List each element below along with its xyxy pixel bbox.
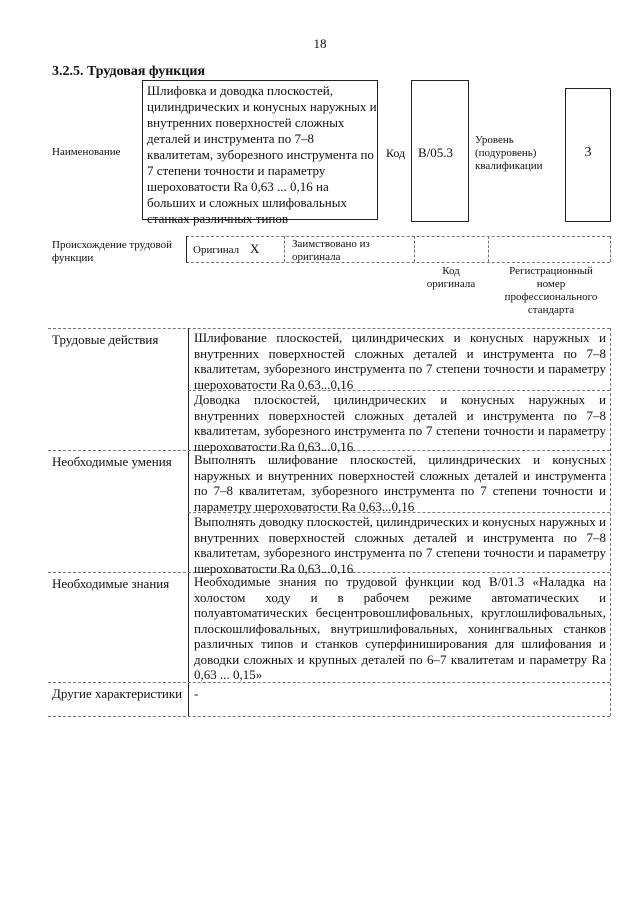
level-label: Уровень (подуровень) квалификации (475, 134, 543, 172)
code-value: B/05.3 (418, 145, 454, 160)
origin-label: Происхождение трудовой функции (52, 239, 173, 264)
other-characteristics: - (194, 686, 199, 701)
knowledge-1: Необходимые знания по трудовой функции код B/01.3 «Наладка на холостом ходу и в рабочем режиме автоматических и полуавтоматических бесцентровошлифовальных, круглошлифовальных, плоскошлифовальных, внутришлифовальных, хонингвальных станков различных типов и станков суперфиниширования для шлифования и доводки сложных и крупных деталей по 6–7 квалитетам и параметру Ra 0,63 ... 0,15» (194, 574, 606, 682)
row-label-skills: Необходимые умения (52, 454, 172, 469)
skill-2: Выполнять доводку плоскостей, цилиндрических и конусных наружных и внутренних поверхностей сложных деталей и инструмента по 7–8 квалитетам, зуборезного инструмента по 7 степени точности и параметру шероховатости Ra 0,63...0,16 (194, 514, 606, 576)
borrowed-label: Заимствовано из оригинала (292, 238, 370, 263)
section-title: 3.2.5. Трудовая функция (52, 64, 206, 79)
skill-1: Выполнять шлифование плоскостей, цилиндрических и конусных наружных и внутренних поверхностей сложных деталей и инструмента по 7–8 квалитетам, зуборезного инструмента по 7 степени точности и параметру шероховатости Ra 0,63...0,16 (194, 452, 606, 514)
function-name-box (142, 80, 378, 226)
level-value: 3 (584, 145, 592, 160)
code-original-label: Код оригинала (426, 265, 476, 290)
function-name: Шлифовка и доводка плоскостей, цилиндрических и конусных наружных и внутренних поверхностей сложных деталей и инструмента по 7–8 квалитетам, зуборезного инструмента по 7 степени точности и параметру шероховатости Ra 0,63 ... 0,16 на больших и сложных шлифовальных станках различных типов (147, 83, 377, 226)
row-label-other: Другие характеристики (52, 686, 183, 701)
original-label: Оригинал (193, 244, 240, 256)
row-label-labor-actions: Трудовые действия (52, 332, 159, 347)
code-box (411, 80, 469, 222)
labor-action-2: Доводка плоскостей, цилиндрических и конусных наружных и внутренних поверхностей сложных деталей и инструмента по 7–8 квалитетам, зуборезного инструмента по 7 степени точности и параметру шероховатости Ra 0,63...0,16 (194, 392, 606, 454)
original-mark: X (250, 241, 260, 256)
name-label: Наименование (52, 146, 121, 158)
level-box (565, 88, 611, 222)
page-number: 18 (313, 36, 327, 51)
labor-action-1: Шлифование плоскостей, цилиндрических и конусных наружных и внутренних поверхностей сложных деталей и инструмента по 7–8 квалитетам, зуборезного инструмента по 7 степени точности и параметру шероховатости Ra 0,63...0,16 (194, 330, 606, 392)
reg-number-label: Регистрационный номер профессионального стандарта (504, 265, 598, 316)
code-label: Код (386, 146, 406, 160)
row-label-knowledge: Необходимые знания (52, 576, 170, 591)
